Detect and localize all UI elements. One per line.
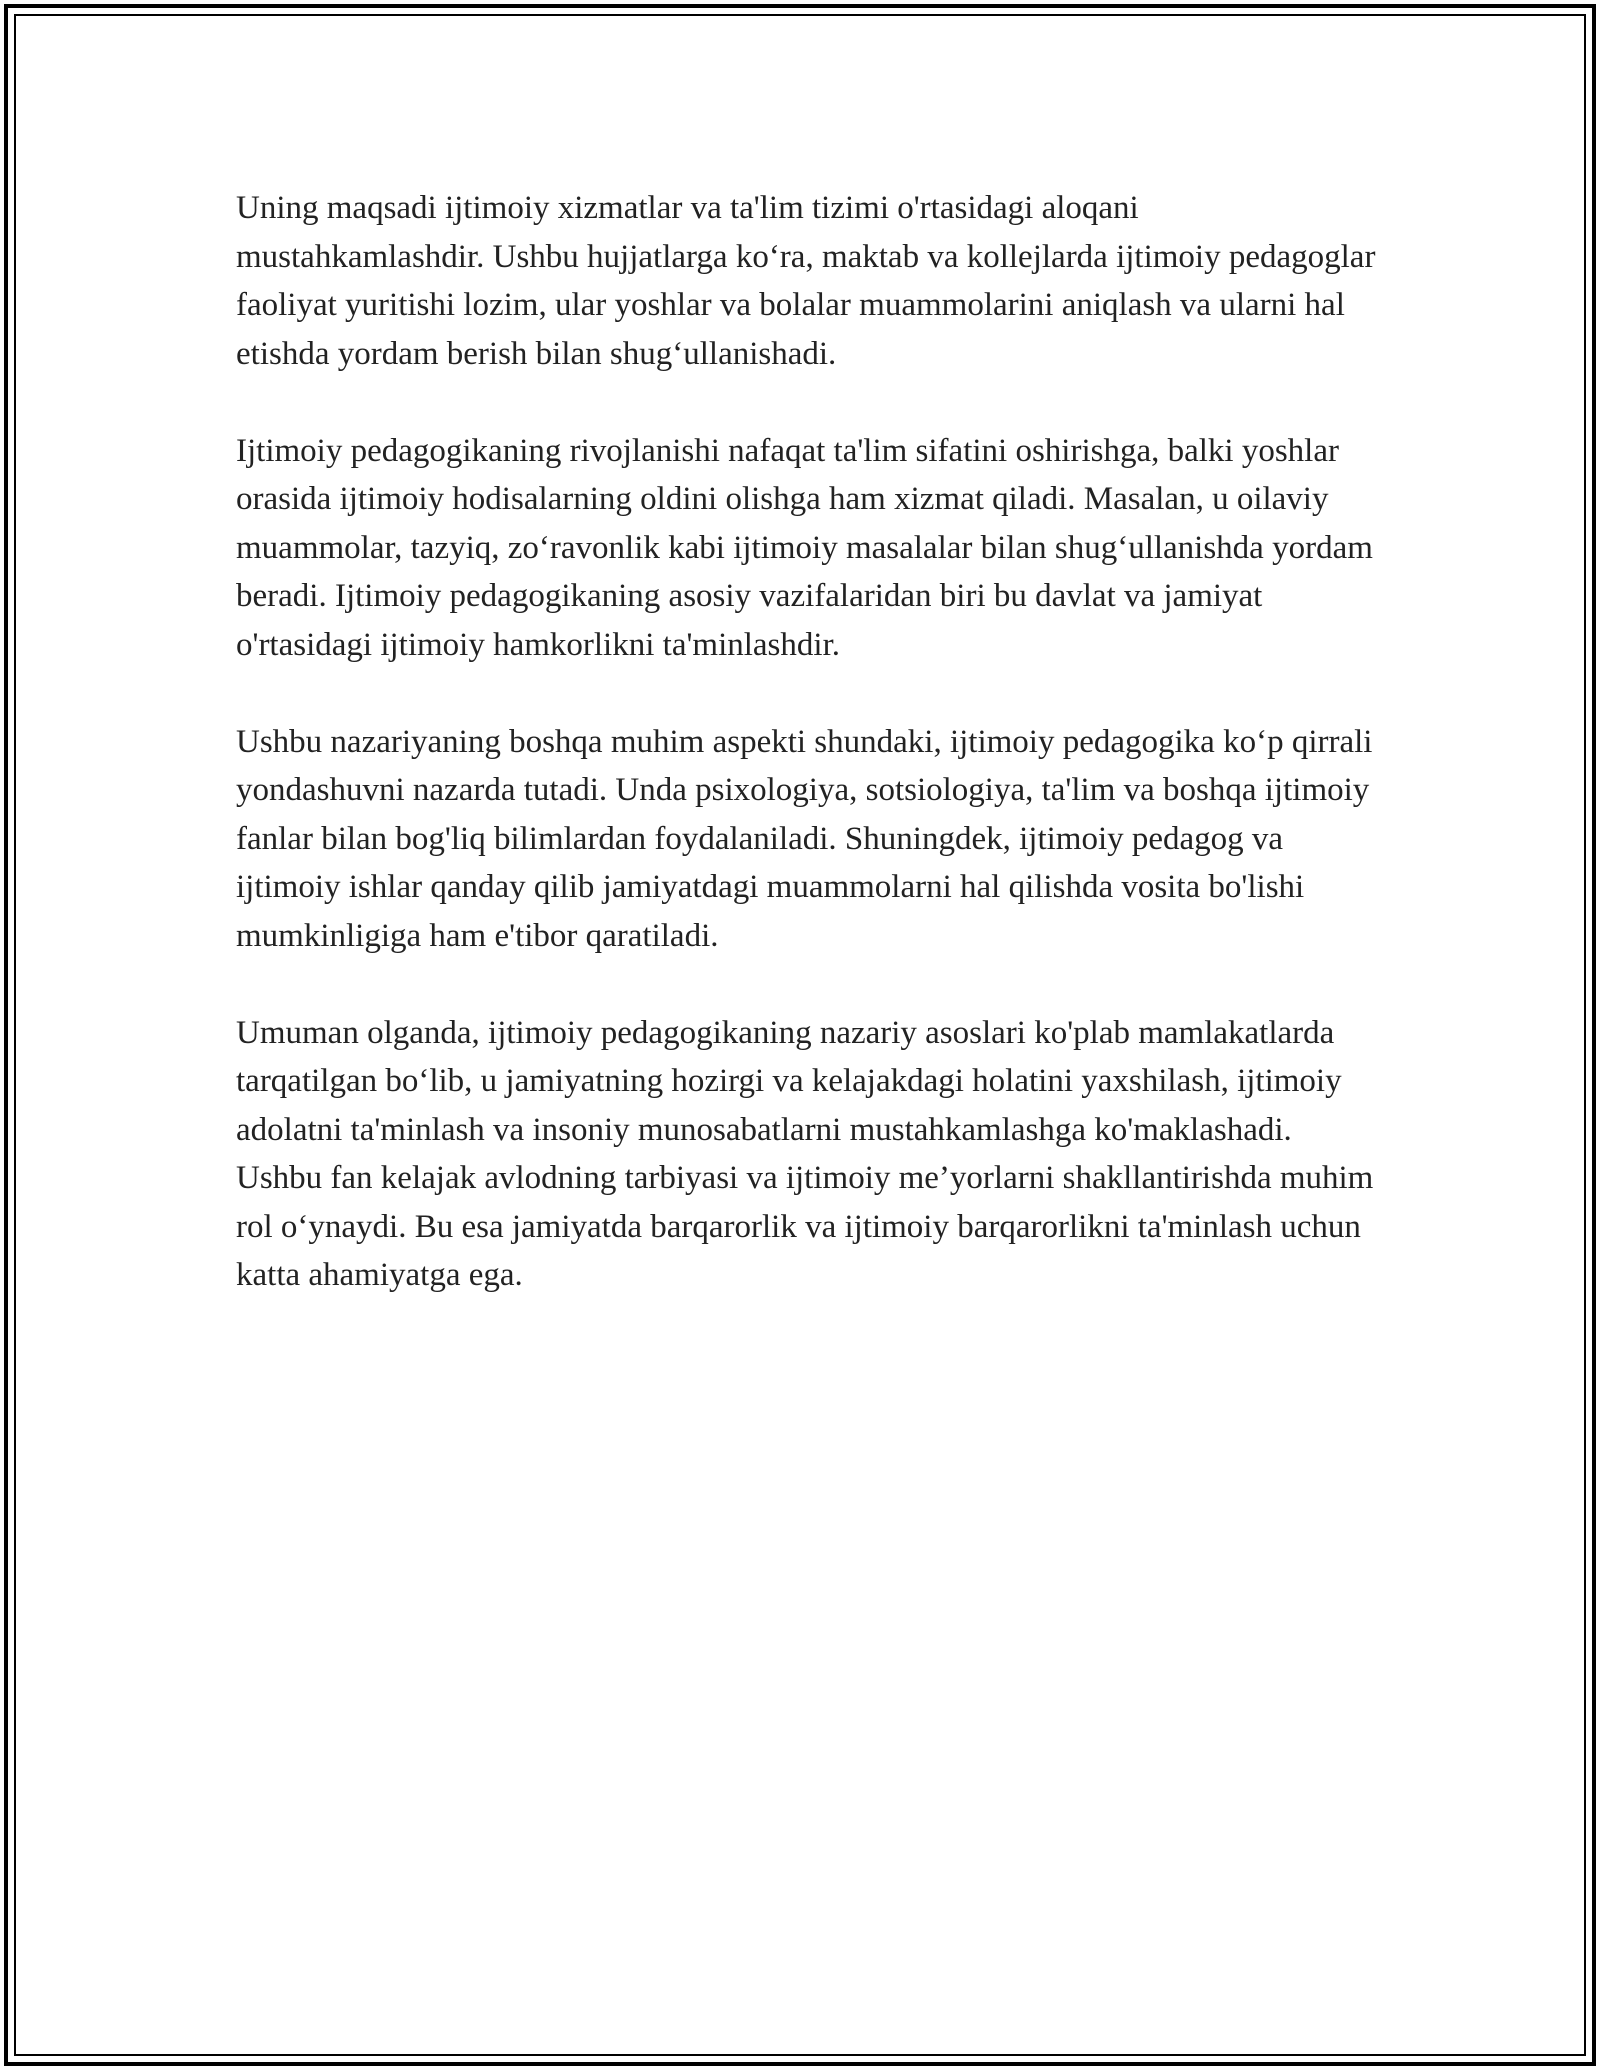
document-body	[236, 184, 1386, 1348]
paragraph-1: Uning maqsadi ijtimoiy xizmatlar va ta'lim tizimi o'rtasidagi aloqani mustahkamlashdir. Ushbu hujjatlarga ko‘ra, maktab va kollejlarda ijtimoiy pedagoglar faoliyat yuritishi lozim, ular yoshlar va bolalar muammolarini aniqlash va ularni hal etishda yordam berish bilan shug‘ullanishadi.	[236, 190, 1376, 372]
paragraph-4: Umuman olganda, ijtimoiy pedagogikaning nazariy asoslari ko'plab mamlakatlarda tarqatilgan bo‘lib, u jamiyatning hozirgi va kelajakdagi holatini yaxshilash, ijtimoiy adolatni ta'minlash va insoniy munosabatlarni mustahkamlashga ko'maklashadi. Ushbu fan kelajak avlodning tarbiyasi va ijtimoiy me’yorlarni shakllantirishda muhim rol o‘ynaydi. Bu esa jamiyatda barqarorlik va ijtimoiy barqarorlikni ta'minlash uchun katta ahamiyatga ega.	[236, 1014, 1374, 1293]
paragraph-3: Ushbu nazariyaning boshqa muhim aspekti shundaki, ijtimoiy pedagogika ko‘p qirrali yondashuvni nazarda tutadi. Unda psixologiya, sotsiologiya, ta'lim va boshqa ijtimoiy fanlar bilan bog'liq bilimlardan foydalaniladi. Shuningdek, ijtimoiy pedagog va ijtimoiy ishlar qanday qilib jamiyatdagi muammolarni hal qilishda vosita bo'lishi mumkinligiga ham e'tibor qaratiladi.	[236, 723, 1373, 954]
paragraph-2: Ijtimoiy pedagogikaning rivojlanishi nafaqat ta'lim sifatini oshirishga, balki yoshlar orasida ijtimoiy hodisalarning oldini olishga ham xizmat qiladi. Masalan, u oilaviy muammolar, tazyiq, zo‘ravonlik kabi ijtimoiy masalalar bilan shug‘ullanishda yordam beradi. Ijtimoiy pedagogikaning asosiy vazifalaridan biri bu davlat va jamiyat o'rtasidagi ijtimoiy hamkorlikni ta'minlashdir.	[236, 432, 1373, 663]
